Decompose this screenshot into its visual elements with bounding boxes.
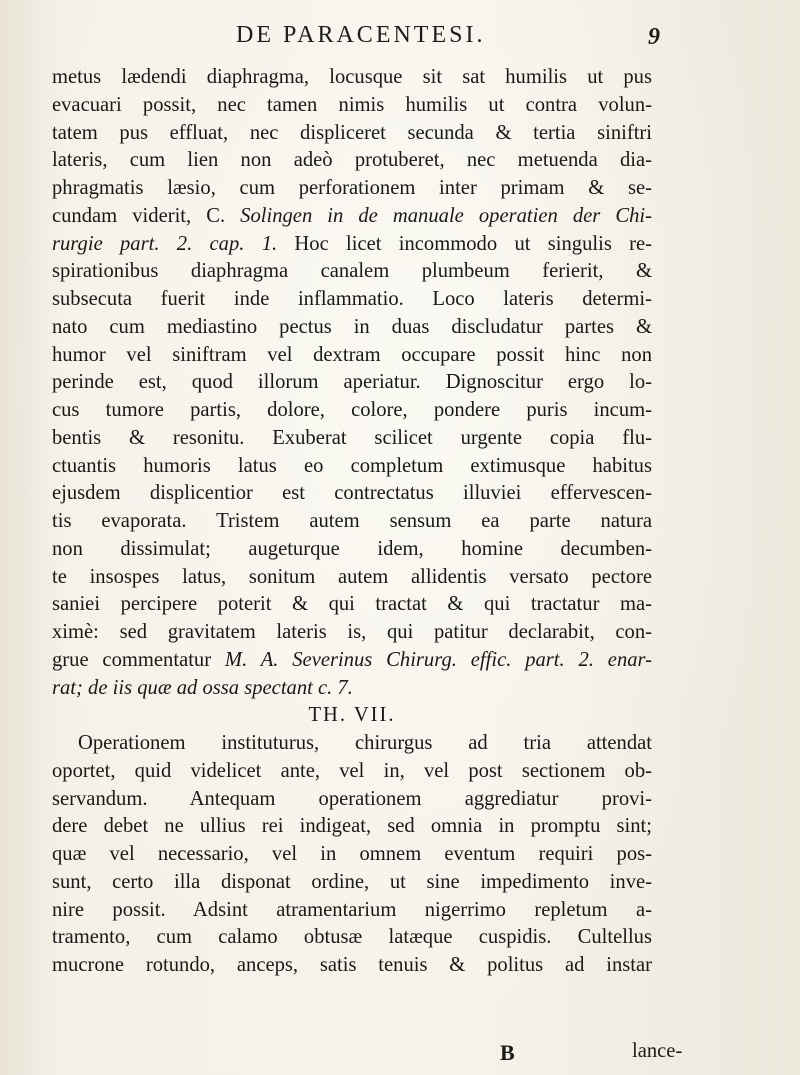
text-line bbox=[52, 647, 652, 675]
text-line: cus tumore partis, dolore, colore, pondere puris incum- bbox=[52, 399, 652, 421]
text-line: ejusdem displicentior est contrectatus illuviei effervescen- bbox=[52, 482, 652, 505]
text-line: metus lædendi diaphragma, locusque sit sat humilis ut pus bbox=[52, 66, 652, 88]
section-heading: TH. VII. bbox=[308, 704, 396, 727]
text-line: tramento, cum calamo obtusæ latæque cuspidis. Cultellus bbox=[52, 926, 652, 949]
text-line: subsecuta fuerit inde inflammatio. Loco lateris determi- bbox=[52, 288, 652, 310]
line-italic-citation: M. A. Severinus Chirurg. effic. part. 2. enar- bbox=[224, 648, 652, 671]
running-head: DE PARACENTESI. bbox=[236, 22, 486, 48]
text-line: saniei percipere poterit & qui tractat & qui tractatur ma- bbox=[52, 593, 652, 616]
text-line: mucrone rotundo, anceps, satis tenuis & politus ad instar bbox=[52, 954, 652, 976]
line-italic-citation: rurgie part. 2. cap. 1. bbox=[52, 232, 278, 255]
text-line: lateris, cum lien non adeò protuberet, nec metuenda dia- bbox=[52, 149, 652, 172]
line-roman-part: Hoc licet incommodo ut singulis re- bbox=[277, 232, 652, 255]
line-roman-part: grue commentatur bbox=[52, 648, 225, 671]
page-header bbox=[0, 10, 800, 50]
text-line: humor vel siniftram vel dextram occupare possit hinc non bbox=[52, 343, 652, 366]
page-number: 9 bbox=[648, 24, 660, 50]
text-line: evacuari possit, nec tamen nimis humilis ut contra volun- bbox=[52, 93, 652, 116]
page-footer bbox=[0, 1040, 800, 1070]
text-line: ximè: sed gravitatem lateris is, qui patitur declarabit, con- bbox=[52, 621, 652, 643]
text-line: nato cum mediastino pectus in duas discludatur partes & bbox=[52, 315, 652, 338]
text-line: sunt, certo illa disponat ordine, ut sine impedimento inve- bbox=[52, 870, 652, 893]
line-roman-part: cundam viderit, C. bbox=[52, 204, 241, 227]
line-italic-citation: Solingen in de manuale operatien der Chi- bbox=[240, 204, 652, 227]
text-line: ctuantis humoris latus eo completum extimusque habitus bbox=[52, 454, 652, 477]
text-line bbox=[52, 675, 652, 703]
catchword: lance- bbox=[632, 1040, 683, 1062]
text-line: phragmatis læsio, cum perforationem inter primam & se- bbox=[52, 177, 652, 199]
text-line bbox=[52, 203, 652, 231]
text-line: non dissimulat; augeturque idem, homine decumben- bbox=[52, 537, 652, 560]
text-line: bentis & resonitu. Exuberat scilicet urgente copia flu- bbox=[52, 426, 652, 449]
signature-mark: B bbox=[500, 1040, 515, 1065]
line-italic-citation: rat; de iis quæ ad ossa spectant c. 7. bbox=[52, 676, 353, 699]
text-line: servandum. Antequam operationem aggrediatur provi- bbox=[52, 787, 652, 810]
text-line: dere debet ne ullius rei indigeat, sed omnia in promptu sint; bbox=[52, 815, 652, 838]
text-line: nire possit. Adsint atramentarium nigerrimo repletum a- bbox=[52, 898, 652, 921]
text-line: oportet, quid videlicet ante, vel in, vel post sectionem ob- bbox=[52, 759, 652, 782]
body-text bbox=[52, 64, 652, 980]
text-line: quæ vel necessario, vel in omnem eventum requiri pos- bbox=[52, 843, 652, 865]
text-line: tis evaporata. Tristem autem sensum ea parte natura bbox=[52, 510, 652, 532]
text-line: perinde est, quod illorum aperiatur. Dignoscitur ergo lo- bbox=[52, 371, 652, 394]
text-line: spirationibus diaphragma canalem plumbeum ferierit, & bbox=[52, 260, 652, 283]
text-line bbox=[52, 231, 652, 259]
text-line: Operationem instituturus, chirurgus ad tria attendat bbox=[78, 732, 652, 754]
text-line: te insospes latus, sonitum autem allidentis versato pectore bbox=[52, 565, 652, 588]
text-line: tatem pus effluat, nec displiceret secunda & tertia siniftri bbox=[52, 121, 652, 144]
